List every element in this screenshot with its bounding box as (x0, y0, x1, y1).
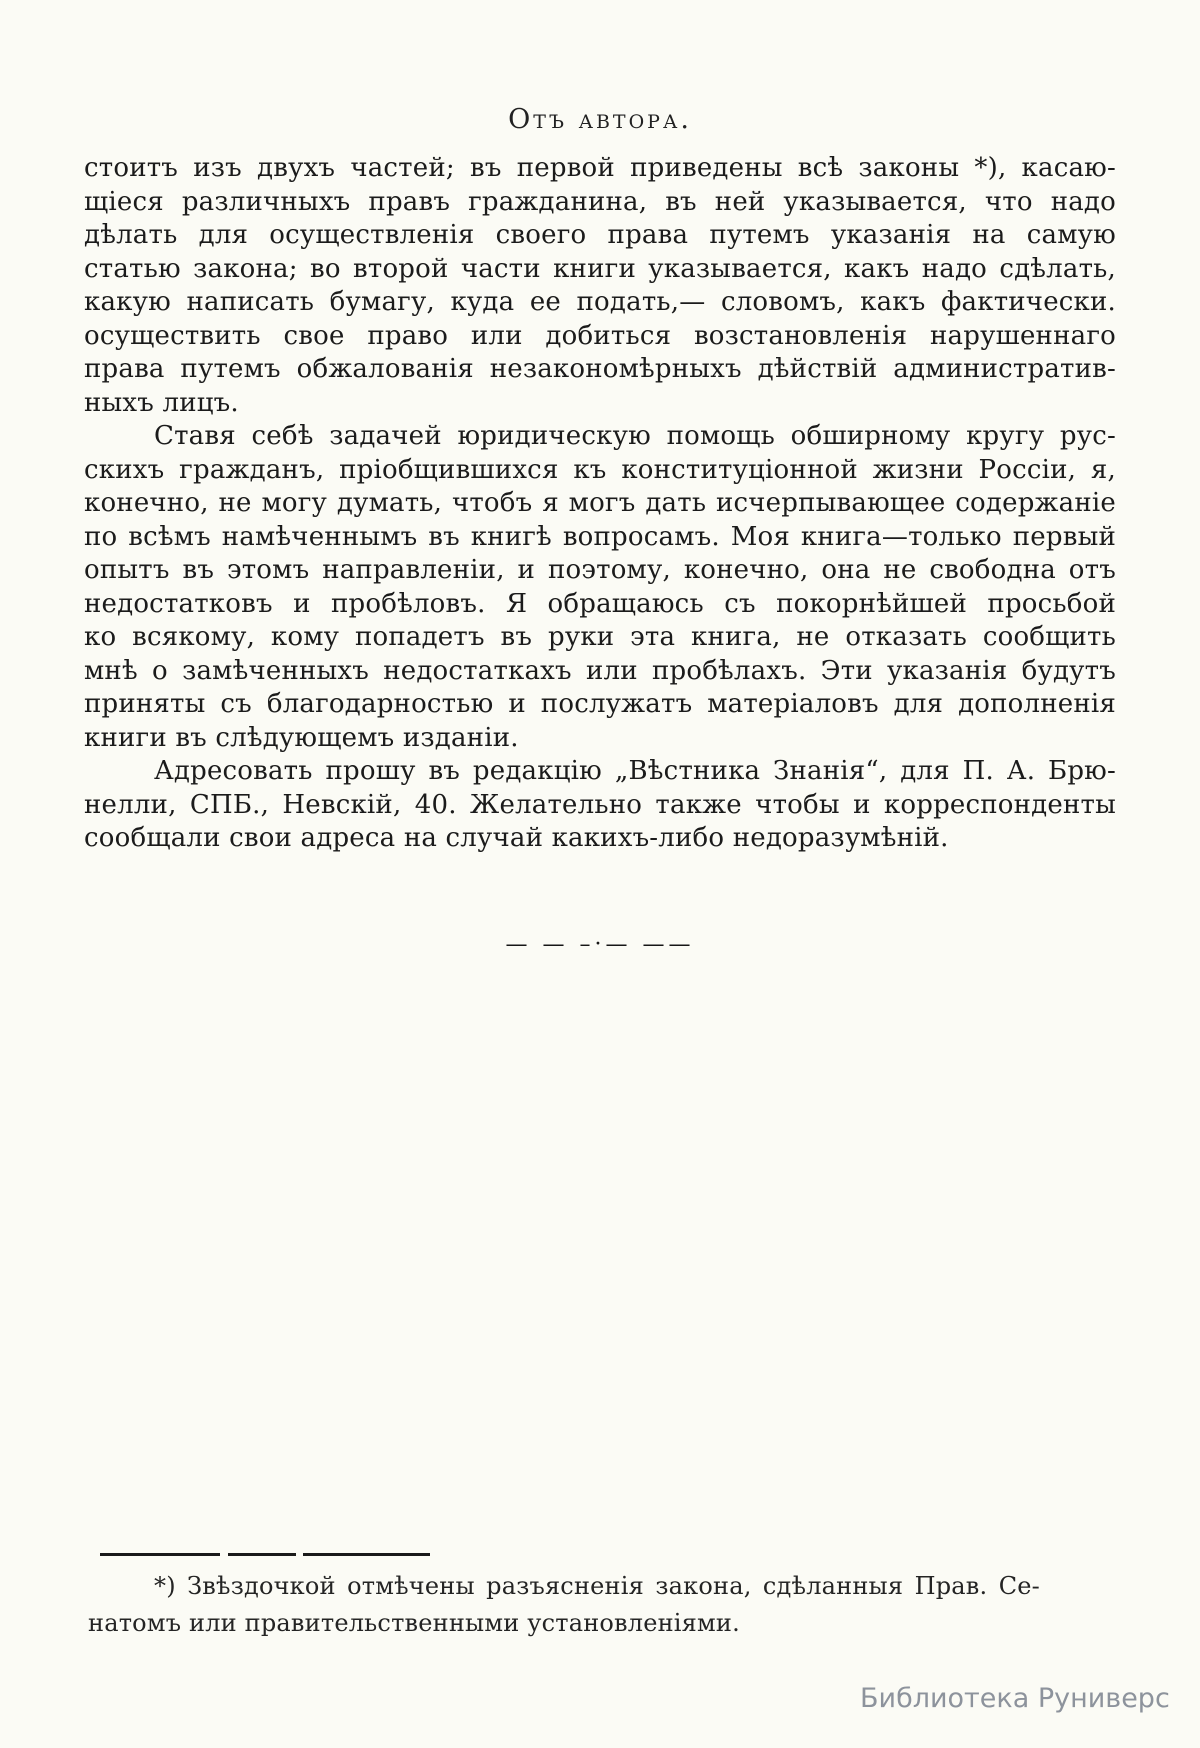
text-line: натомъ или правительственными установленіями. (88, 1609, 740, 1637)
text-line: *) Звѣздочкой отмѣчены разъясненія закона, сдѣланныя Прав. Се- (154, 1572, 1040, 1600)
text-line: Адресовать прошу въ редакцію „Вѣстника Знанія“, для П. А. Брю- (154, 756, 1116, 786)
footnote (88, 1568, 1040, 1642)
text-line: конечно, не могу думать, чтобъ я могъ дать исчерпывающее содержаніе (84, 488, 1116, 518)
text-line: книги въ слѣдующемъ изданіи. (84, 722, 519, 753)
text-line: недостатковъ и пробѣловъ. Я обращаюсь съ покорнѣйшей просьбой (84, 588, 1116, 619)
library-watermark: Библиотека Руниверс (860, 1683, 1170, 1714)
body-text-block (84, 152, 1116, 856)
paragraph (84, 152, 1116, 420)
text-line: статью закона; во второй части книги указывается, какъ надо сдѣлать, (84, 253, 1116, 284)
text-line: опытъ въ этомъ направленіи, и поэтому, конечно, она не свободна отъ (84, 555, 1116, 585)
section-divider-ornament: — — –·— —— (505, 932, 695, 957)
text-line: сообщали свои адреса на случай какихъ-либо недоразумѣній. (84, 823, 949, 853)
text-line: нелли, СПБ., Невскій, 40. Желательно также чтобы и корреспонденты (84, 789, 1116, 820)
text-line: осуществить свое право или добиться возстановленія нарушеннаго (84, 320, 1116, 351)
text-line: ко всякому, кому попадетъ въ руки эта книга, не отказать сообщить (84, 622, 1116, 652)
page-title: Отъ автора. (508, 104, 692, 135)
text-line: щіеся различныхъ правъ гражданина, въ ней указывается, что надо (84, 186, 1116, 217)
text-line: стоитъ изъ двухъ частей; въ первой приведены всѣ законы *), касаю- (84, 153, 1116, 183)
paragraph (84, 755, 1116, 856)
text-line: права путемъ обжалованія незакономѣрныхъ дѣйствій административ- (84, 354, 1116, 384)
text-line: мнѣ о замѣченныхъ недостаткахъ или пробѣлахъ. Эти указанія будутъ (84, 655, 1116, 686)
footnote-separator-rule (100, 1553, 430, 1556)
text-line: по всѣмъ намѣченнымъ въ книгѣ вопросамъ. Моя книга—только первый (84, 521, 1116, 552)
text-line: дѣлать для осуществленія своего права путемъ указанія на самую (84, 220, 1116, 250)
text-line: Ставя себѣ задачей юридическую помощь обширному кругу рус- (154, 421, 1116, 451)
text-line: приняты съ благодарностью и послужатъ матеріаловъ для дополненія (84, 689, 1116, 719)
paragraph (84, 420, 1116, 755)
text-line: ныхъ лицъ. (84, 387, 239, 418)
text-line: скихъ гражданъ, пріобщившихся къ конституціонной жизни Россіи, я, (84, 454, 1116, 485)
text-line: какую написать бумагу, куда ее подать,— словомъ, какъ фактически. (84, 287, 1116, 317)
